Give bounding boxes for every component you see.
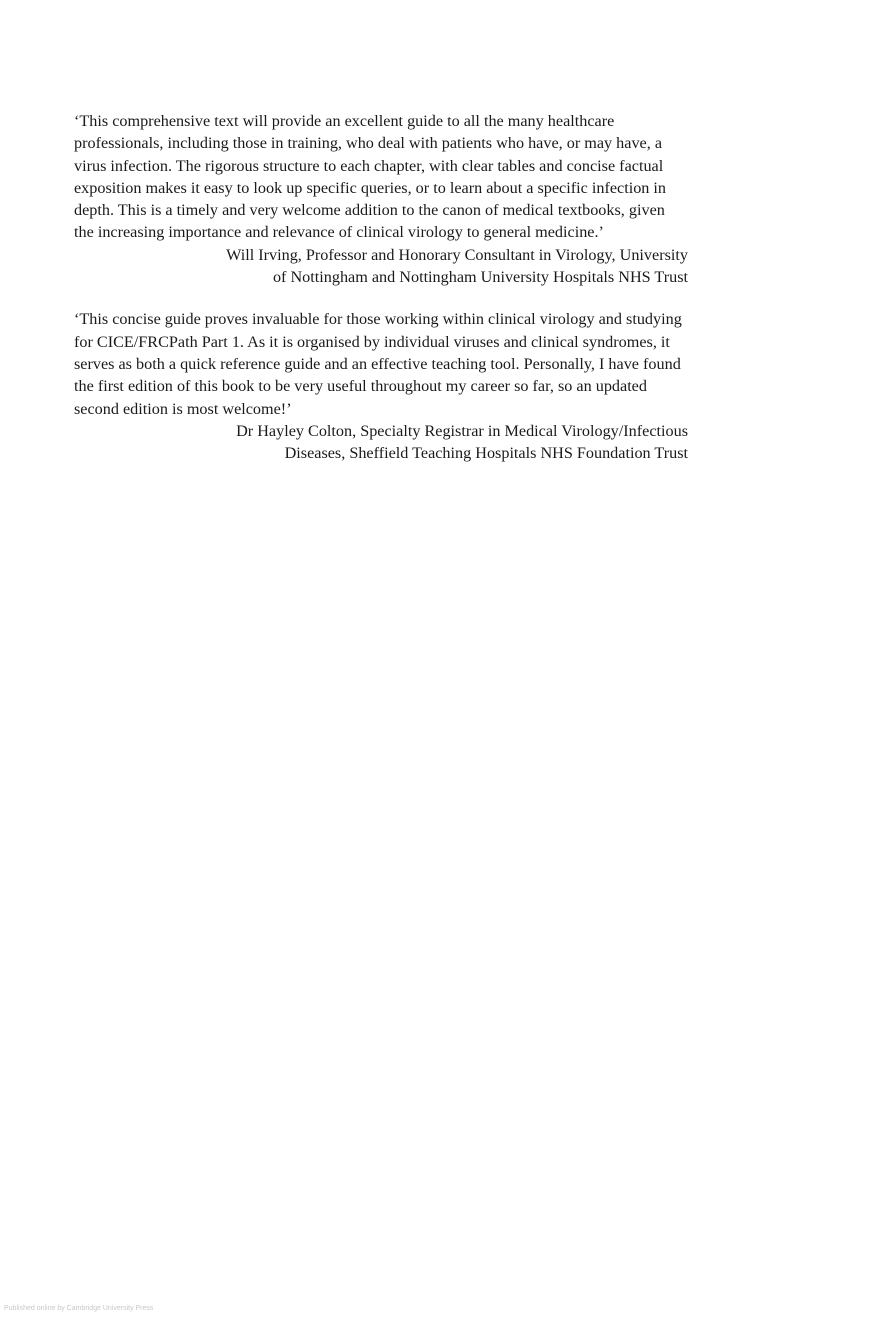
attribution-line: Diseases, Sheffield Teaching Hospitals NHS Foundation Trust (284, 444, 688, 463)
endorsement-quote: ‘This concise guide proves invaluable for those working within clinical virology and studying for CICE/FRCPath Part 1. As it is organised by individual viruses and clinical syndromes, it serves as both a quick reference guide and an effective teaching tool. Personally, I have found the first edition of this book to be very useful throughout my career so far, so an updated second edition is most welcome!’ (74, 310, 682, 418)
endorsement-attribution (74, 420, 688, 465)
endorsement-attribution (74, 244, 688, 289)
endorsement-quote: ‘This comprehensive text will provide an excellent guide to all the many healthcare professionals, including those in training, who deal with patients who have, or may have, a virus infection. The rigorous structure to each chapter, with clear tables and concise factual exposition makes it easy to look up specific queries, or to learn about a specific infection in depth. This is a timely and very welcome addition to the canon of medical textbooks, given the increasing importance and relevance of clinical virology to general medicine.’ (74, 112, 667, 242)
attribution-line: Will Irving, Professor and Honorary Consultant in Virology, University (226, 245, 688, 264)
publisher-footer-note: Published online by Cambridge University Press (4, 1305, 154, 1312)
endorsement-block (74, 110, 688, 288)
attribution-line: of Nottingham and Nottingham University Hospitals NHS Trust (272, 268, 688, 287)
attribution-line: Dr Hayley Colton, Specialty Registrar in Medical Virology/Infectious (236, 421, 688, 440)
endorsements-section (74, 110, 688, 464)
endorsement-block (74, 308, 688, 464)
